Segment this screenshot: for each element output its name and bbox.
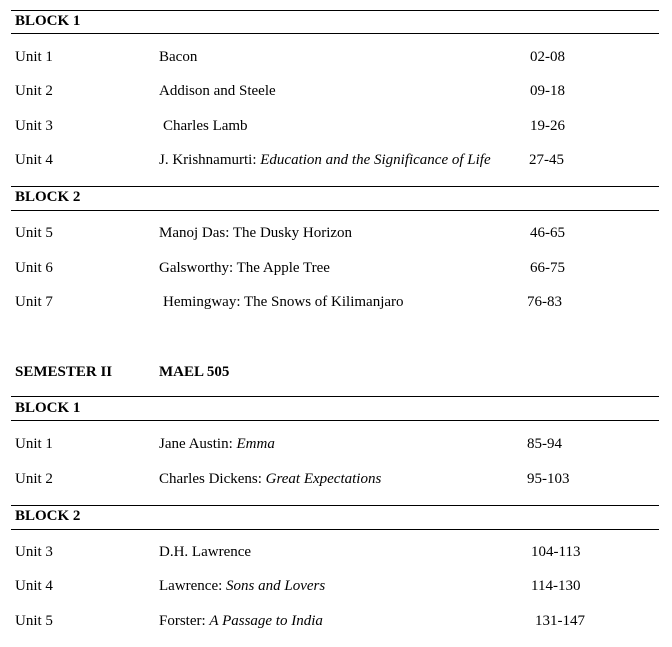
unit-title: Addison and Steele bbox=[159, 83, 276, 99]
unit-pages: 02-08 bbox=[530, 49, 565, 65]
unit-pages: 85-94 bbox=[527, 436, 562, 452]
unit-pages: 46-65 bbox=[530, 225, 565, 241]
unit-pages: 09-18 bbox=[530, 83, 565, 99]
unit-title: Lawrence: Sons and Lovers bbox=[159, 578, 326, 594]
table-row bbox=[0, 260, 672, 280]
table-row bbox=[0, 544, 672, 564]
unit-title: Manoj Das: The Dusky Horizon bbox=[159, 225, 353, 241]
semester-label: SEMESTER II bbox=[15, 364, 113, 380]
block1-heading: BLOCK 1 bbox=[15, 13, 81, 29]
unit-title: D.H. Lawrence bbox=[159, 544, 252, 560]
unit-label: Unit 5 bbox=[15, 613, 53, 629]
unit-pages: 27-45 bbox=[529, 152, 564, 168]
table-row bbox=[0, 118, 672, 138]
unit-pages: 95-103 bbox=[527, 471, 570, 487]
sem-block1-bottom-rule bbox=[11, 420, 659, 421]
table-row bbox=[0, 436, 672, 456]
table-row bbox=[0, 578, 672, 598]
unit-label: Unit 2 bbox=[15, 471, 53, 487]
unit-label: Unit 7 bbox=[15, 294, 53, 310]
unit-label: Unit 4 bbox=[15, 152, 53, 168]
table-row bbox=[0, 294, 672, 314]
unit-pages: 66-75 bbox=[530, 260, 565, 276]
sem-block2-heading: BLOCK 2 bbox=[15, 508, 81, 524]
block1-top-rule bbox=[11, 10, 659, 11]
unit-label: Unit 1 bbox=[15, 49, 53, 65]
table-row bbox=[0, 225, 672, 245]
block1-bottom-rule bbox=[11, 33, 659, 34]
sem-block2-top-rule bbox=[11, 505, 659, 506]
unit-label: Unit 3 bbox=[15, 544, 53, 560]
unit-title: Hemingway: The Snows of Kilimanjaro bbox=[163, 294, 404, 310]
unit-title: Bacon bbox=[159, 49, 198, 65]
unit-title: Charles Lamb bbox=[163, 118, 248, 134]
sem-block1-heading: BLOCK 1 bbox=[15, 400, 81, 416]
unit-title: Charles Dickens: Great Expectations bbox=[159, 471, 382, 487]
unit-label: Unit 3 bbox=[15, 118, 53, 134]
block2-bottom-rule bbox=[11, 210, 659, 211]
unit-label: Unit 6 bbox=[15, 260, 53, 276]
table-row bbox=[0, 83, 672, 103]
unit-pages: 19-26 bbox=[530, 118, 565, 134]
block2-heading: BLOCK 2 bbox=[15, 189, 81, 205]
table-row bbox=[0, 49, 672, 69]
unit-title: Forster: A Passage to India bbox=[159, 613, 323, 629]
unit-title: Jane Austin: Emma bbox=[159, 436, 275, 452]
unit-label: Unit 2 bbox=[15, 83, 53, 99]
unit-pages: 131-147 bbox=[535, 613, 585, 629]
unit-label: Unit 4 bbox=[15, 578, 53, 594]
sem-block1-top-rule bbox=[11, 396, 659, 397]
unit-label: Unit 1 bbox=[15, 436, 53, 452]
unit-title: Galsworthy: The Apple Tree bbox=[159, 260, 330, 276]
block2-top-rule bbox=[11, 186, 659, 187]
unit-pages: 114-130 bbox=[531, 578, 581, 594]
course-code: MAEL 505 bbox=[159, 364, 230, 380]
table-row bbox=[0, 152, 672, 172]
sem-block2-bottom-rule bbox=[11, 529, 659, 530]
unit-label: Unit 5 bbox=[15, 225, 53, 241]
unit-pages: 76-83 bbox=[527, 294, 562, 310]
table-row bbox=[0, 471, 672, 491]
unit-pages: 104-113 bbox=[531, 544, 581, 560]
unit-title: J. Krishnamurti: Education and the Significance of Life bbox=[159, 152, 491, 168]
table-row bbox=[0, 613, 672, 633]
